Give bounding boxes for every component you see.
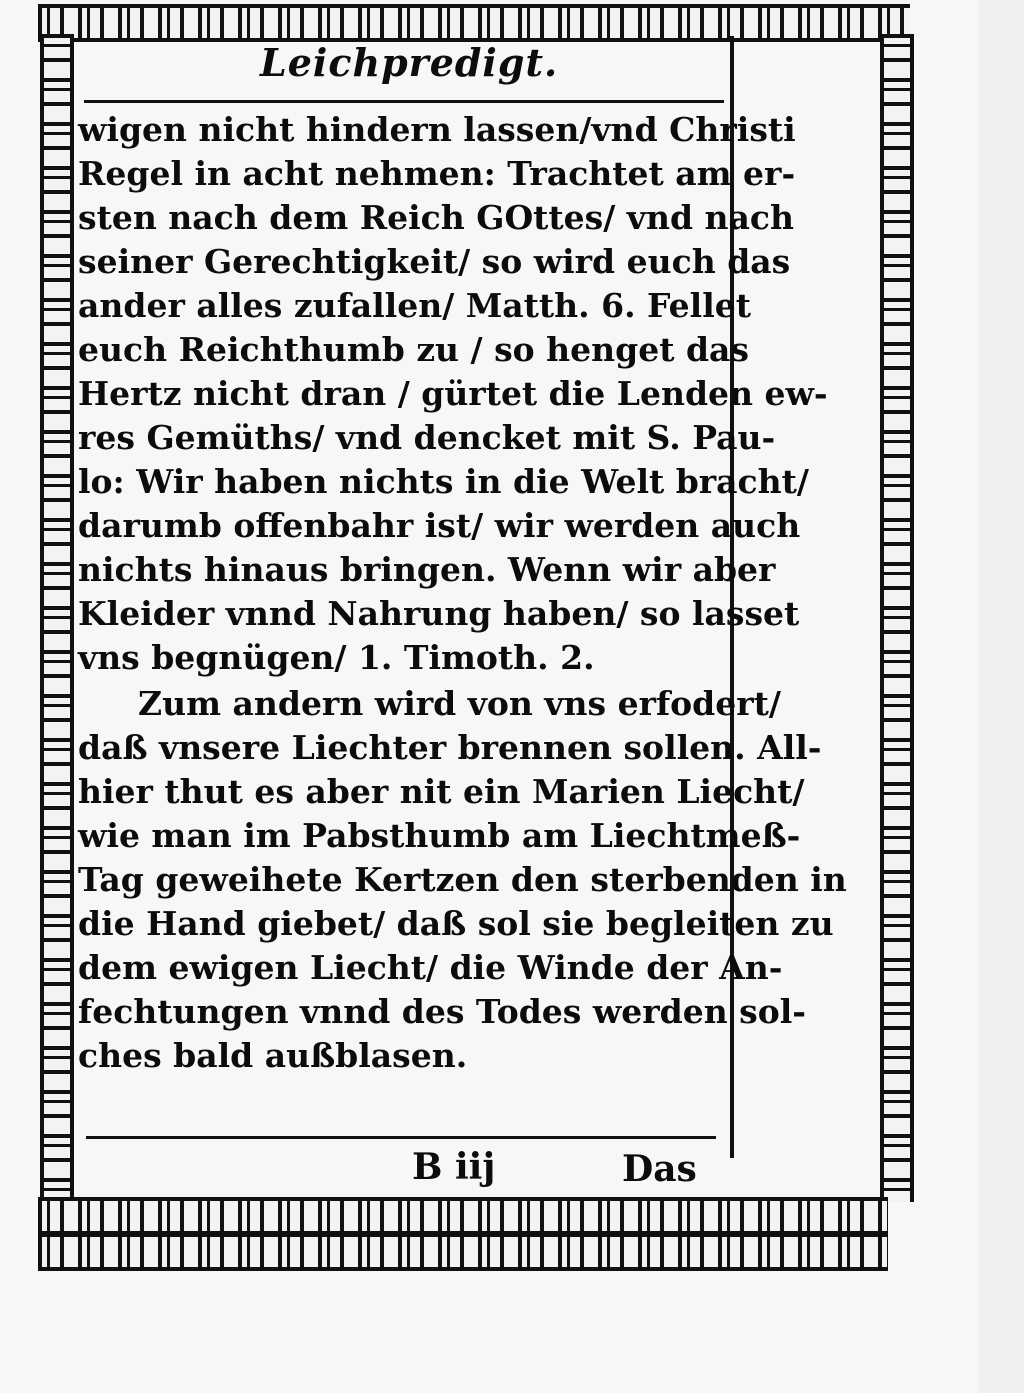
text-line: res Gemüths/ vnd dencket mit S. Pau- [78, 418, 776, 457]
text-line: fechtungen vnnd des Todes werden sol- [78, 992, 806, 1031]
text-line: nichts hinaus bringen. Wenn wir aber [78, 550, 776, 589]
ornament-border-left [40, 34, 74, 1232]
ornament-border-bottom [38, 1197, 888, 1235]
text-line: Kleider vnnd Nahrung haben/ so lasset [78, 594, 800, 633]
ornament-border-bottom-lower [38, 1233, 888, 1271]
text-line: euch Reichthumb zu / so henget das [78, 330, 749, 369]
text-line: wie man im Pabsthumb am Liechtmeß- [78, 816, 801, 855]
text-line: wigen nicht hindern lassen/vnd Christi [78, 110, 796, 149]
scan-margin [978, 0, 1024, 1393]
text-line: Tag geweihete Kertzen den sterbenden in [78, 860, 847, 899]
text-line: dem ewigen Liecht/ die Winde der An- [78, 948, 783, 987]
running-head: Leichpredigt. [260, 40, 559, 85]
text-line: ches bald außblasen. [78, 1036, 468, 1075]
head-rule [84, 100, 724, 103]
text-line: daß vnsere Liechter brennen sollen. All- [78, 728, 822, 767]
text-line: vns begnügen/ 1. Timoth. 2. [78, 638, 595, 677]
foot-rule [86, 1136, 716, 1139]
text-line: darumb offenbahr ist/ wir werden auch [78, 506, 801, 545]
text-line: ander alles zufallen/ Matth. 6. Fellet [78, 286, 751, 325]
ornament-border-right [880, 34, 914, 1202]
signature-mark: B iij [412, 1146, 496, 1188]
text-line: lo: Wir haben nichts in die Welt bracht/ [78, 462, 809, 501]
text-line: die Hand giebet/ daß sol sie begleiten zu [78, 904, 834, 943]
text-line: sten nach dem Reich GOttes/ vnd nach [78, 198, 794, 237]
text-line: Regel in acht nehmen: Trachtet am er- [78, 154, 796, 193]
text-line: hier thut es aber nit ein Marien Liecht/ [78, 772, 805, 811]
text-line: Hertz nicht dran / gürtet die Lenden ew- [78, 374, 828, 413]
ornament-border-top [38, 4, 910, 42]
text-line-indented: Zum andern wird von vns erfodert/ [138, 684, 781, 723]
catchword: Das [622, 1148, 697, 1190]
text-line: seiner Gerechtigkeit/ so wird euch das [78, 242, 791, 281]
